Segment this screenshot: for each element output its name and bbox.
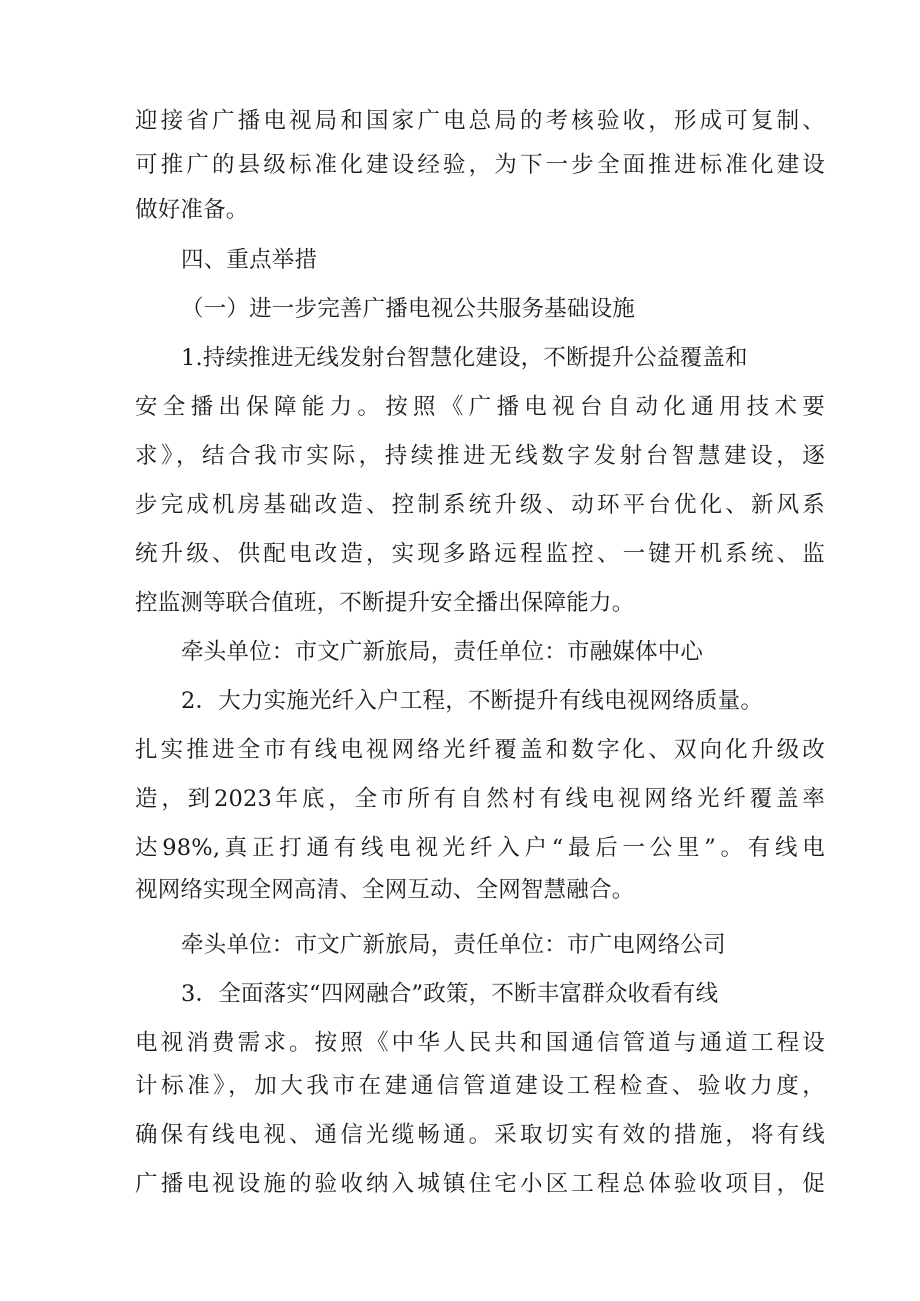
paragraph-line: 确保有线电视、通信光缆畅通。采取切实有效的措施，将有线 <box>135 1122 825 1148</box>
section-heading: 四、重点举措 <box>181 247 318 273</box>
subsection-heading: （一）进一步完善广播电视公共服务基础设施 <box>181 296 636 322</box>
paragraph-line: 电视消费需求。按照《中华人民共和国通信管道与通道工程设 <box>135 1030 825 1056</box>
paragraph-line: 计标准》，加大我市在建通信管道建设工程检查、验收力度， <box>135 1073 825 1099</box>
paragraph-line: 可推广的县级标准化建设经验，为下一步全面推进标准化建设 <box>135 152 825 178</box>
item-heading-3: 3．全面落实“四网融合”政策，不断丰富群众收看有线 <box>181 981 719 1007</box>
paragraph-line: 求》，结合我市实际，持续推进无线数字发射台智慧建设，逐 <box>135 443 825 469</box>
paragraph-line: 控监测等联合值班，不断提升安全播出保障能力。 <box>135 590 635 616</box>
paragraph-line: 统升级、供配电改造，实现多路远程监控、一键开机系统、监 <box>135 541 825 567</box>
responsible-units-2: 牵头单位：市文广新旅局，责任单位：市广电网络公司 <box>181 932 726 958</box>
item-heading-1: 1.持续推进无线发射台智慧化建设，不断提升公益覆盖和 <box>181 345 748 371</box>
paragraph-line: 安全播出保障能力。按照《广播电视台自动化通用技术要 <box>135 394 825 420</box>
paragraph-line: 步完成机房基础改造、控制系统升级、动环平台优化、新风系 <box>135 492 825 518</box>
paragraph-line: 达98%,真正打通有线电视光纤入户“最后一公里”。有线电 <box>135 835 825 861</box>
paragraph-line: 造，到2023年底，全市所有自然村有线电视网络光纤覆盖率 <box>135 786 825 812</box>
paragraph-line: 广播电视设施的验收纳入城镇住宅小区工程总体验收项目，促 <box>135 1171 825 1197</box>
paragraph-line: 扎实推进全市有线电视网络光纤覆盖和数字化、双向化升级改 <box>135 737 825 763</box>
paragraph-line: 迎接省广播电视局和国家广电总局的考核验收，形成可复制、 <box>135 108 825 134</box>
responsible-units-1: 牵头单位：市文广新旅局，责任单位：市融媒体中心 <box>181 639 704 665</box>
paragraph-line: 视网络实现全网高清、全网互动、全网智慧融合。 <box>135 877 635 903</box>
item-heading-2: 2．大力实施光纤入户工程，不断提升有线电视网络质量。 <box>181 688 764 714</box>
paragraph-line: 做好准备。 <box>135 197 249 223</box>
